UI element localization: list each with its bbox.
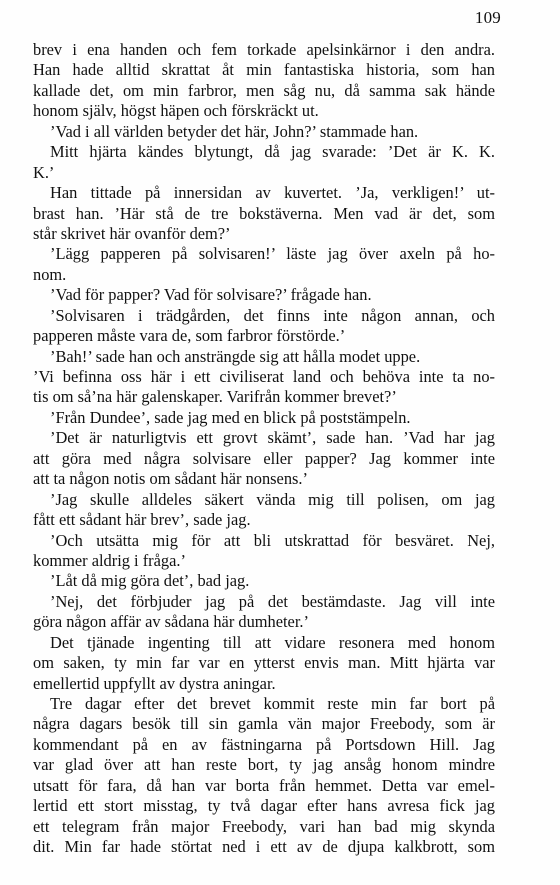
text-line: utsatt för fara, då han var borta från hemmet. Detta var emel- bbox=[33, 775, 495, 795]
text-line: kallade det, om min farbror, men såg nu, då samma sak hände bbox=[33, 80, 495, 100]
text-line: dit. Min far hade störtat ned i ett av de djupa kalkbrott, som bbox=[33, 837, 495, 857]
text-line: emellertid uppfyllt av dystra aningar. bbox=[33, 673, 276, 693]
text-line: brast han. ’Här stå de tre bokstäverna. Men vad är det, som bbox=[33, 203, 495, 223]
text-line: ’Jag skulle alldeles säkert vända mig till polisen, om jag bbox=[50, 489, 495, 509]
text-line: ’Solvisaren i trädgården, det finns inte någon annan, och bbox=[50, 305, 495, 325]
text-line: ’Vi befinna oss här i ett civiliserat land och behöva inte ta no- bbox=[33, 367, 495, 386]
text-line: ett telegram från major Freebody, vari han bad mig skynda bbox=[33, 816, 495, 836]
text-line: göra någon affär av sådana här dumheter.’ bbox=[33, 612, 309, 632]
text-line: några dagars besök till sin gamla vän major Freebody, som är bbox=[33, 714, 495, 734]
text-line: nom. bbox=[33, 264, 67, 284]
text-line: honom själv, högst häpen och förskräckt ut. bbox=[33, 101, 319, 121]
text-line: ’Lägg papperen på solvisaren!’ läste jag över axeln på ho- bbox=[50, 244, 495, 264]
text-line: ’Det är naturligtvis ett grovt skämt’, sade han. ’Vad har jag bbox=[50, 428, 495, 448]
text-line: att ta någon notis om sådant här nonsens.’ bbox=[33, 469, 308, 489]
text-line: ’Från Dundee’, sade jag med en blick på poststämpeln. bbox=[50, 407, 411, 427]
page-text bbox=[33, 40, 495, 858]
text-line: Mitt hjärta kändes blytungt, då jag svarade: ’Det är K. K. bbox=[50, 142, 495, 162]
text-line: Det tjänade ingenting till att vidare resonera med honom bbox=[50, 632, 495, 652]
text-line: ’Nej, det förbjuder jag på det bestämdaste. Jag vill inte bbox=[50, 591, 495, 611]
page-number: 109 bbox=[474, 8, 501, 27]
text-line: ’Låt då mig göra det’, bad jag. bbox=[50, 571, 250, 591]
text-line: K.’ bbox=[33, 162, 55, 182]
text-line: Tre dagar efter det brevet kommit reste min far bort på bbox=[50, 694, 495, 713]
text-line: fått ett sådant här brev’, sade jag. bbox=[33, 510, 251, 530]
text-line: var glad över att han reste bort, ty jag ansåg honom mindre bbox=[33, 755, 495, 775]
text-line: Han tittade på innersidan av kuvertet. ’Ja, verkligen!’ ut- bbox=[50, 183, 495, 203]
text-line: om saken, ty min far var en ytterst envis man. Mitt hjärta var bbox=[33, 653, 495, 673]
text-line: ’Vad för papper? Vad för solvisare?’ frågade han. bbox=[50, 285, 372, 305]
text-line: Han hade alltid skrattat åt min fantastiska historia, som han bbox=[33, 60, 495, 80]
text-line: brev i ena handen och fem torkade apelsinkärnor i den andra. bbox=[33, 40, 495, 59]
text-line: står skrivet här ovanför dem?’ bbox=[33, 223, 231, 243]
text-line: att göra med några solvisare eller papper? Jag kommer inte bbox=[33, 448, 495, 468]
text-line: lertid ett stort misstag, ty två dagar efter hans avresa fick jag bbox=[33, 796, 495, 816]
text-line: tis om så’na här galenskaper. Varifrån kommer brevet?’ bbox=[33, 387, 397, 407]
text-line: ’Bah!’ sade han och ansträngde sig att hålla modet uppe. bbox=[50, 346, 421, 366]
text-line: ’Och utsätta mig för att bli utskrattad för besväret. Nej, bbox=[50, 530, 495, 550]
text-line: ’Vad i all världen betyder det här, John?’ stammade han. bbox=[50, 121, 419, 141]
text-line: kommer aldrig i fråga.’ bbox=[33, 550, 186, 570]
text-line: kommendant på en av fästningarna på Portsdown Hill. Jag bbox=[33, 734, 495, 754]
text-line: papperen måste vara de, som farbror förstörde.’ bbox=[33, 326, 346, 346]
